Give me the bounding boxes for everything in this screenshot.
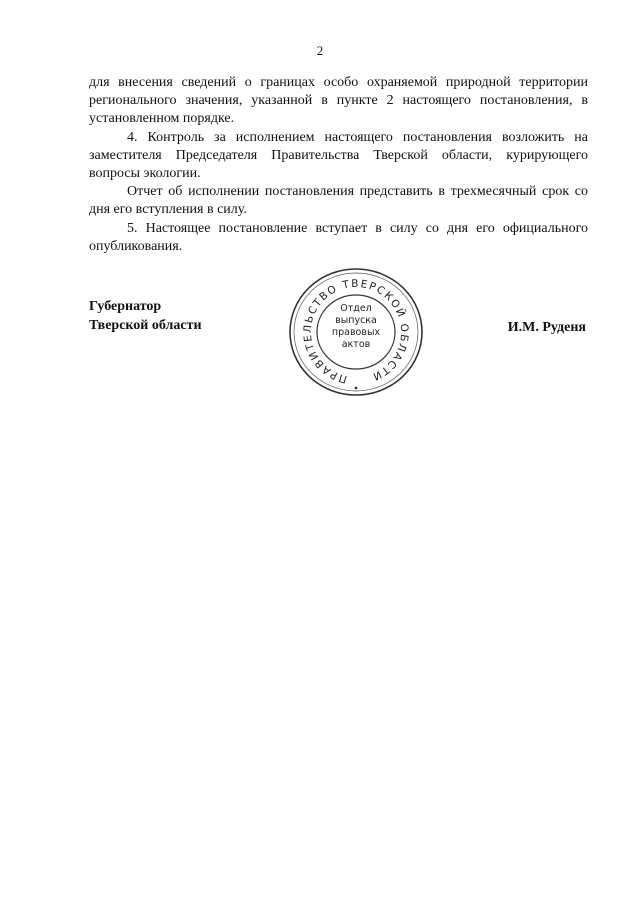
paragraph-item-5: 5. Настоящее постановление вступает в силу со дня его официального опубликования. [89,220,588,254]
signatory-position-line1: Губернатор [89,299,162,314]
signatory-name: И.М. Руденя [507,320,586,335]
official-stamp [286,265,426,399]
paragraph-report: Отчет об исполнении постановления представить в трехмесячный срок со дня его вступления в силу. [89,184,588,218]
signatory-position [89,297,202,335]
stamp-inner-line: выпуска [335,315,377,326]
signatory-position-line2: Тверской области [89,318,202,333]
stamp-inner-line: актов [341,339,371,350]
stamp-inner-line: Отдел [340,303,372,314]
stamp-inner-text [326,303,386,351]
paragraph-continuation: для внесения сведений о границах особо охраняемой природной территории регионального значения, указанной в пункте 2 настоящего постановления, в установленном порядке. [89,75,588,127]
paragraph-item-4: 4. Контроль за исполнением настоящего постановления возложить на заместителя Председателя Правительства Тверской области, курирующего вопросы экологии. [89,129,588,182]
stamp-inner-line: правовых [331,327,381,338]
document-body [89,74,588,256]
page-number: 2 [316,43,324,58]
stamp-ring-text: ПРАВИТЕЛЬСТВО ТВЕРСКОЙ ОБЛАСТИ [301,277,411,386]
